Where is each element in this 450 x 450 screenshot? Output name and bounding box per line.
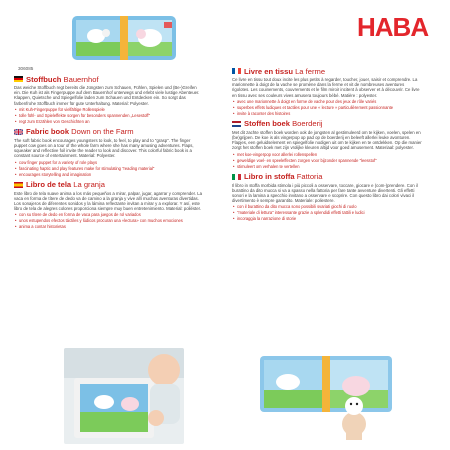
bullet-item: • fascinating haptic and play features make for stimulating "reading material" (14, 166, 204, 171)
section-it (232, 172, 422, 222)
uk-flag-icon (14, 129, 23, 135)
section-title: Libro in stoffa Fattoria (244, 172, 323, 182)
bullet-item: • mit Kuh-Fingerpuppe für vielfältige Rollenspiele (14, 107, 204, 112)
section-title: Stoffen boek Boerderij (244, 119, 323, 129)
section-title: Livre en tissu La ferme (244, 66, 326, 76)
section-body: Il libro in stoffa morbida stimola i più piccoli a osservare, toccare, giocare e (com-)prendere. Con il burattino da dito mucca si va a spasso nella fattoria per fare tante avventure divertenti. Gli effetti sonori e la lamina a specchio invitano a osservare e scoprire. Con questo libro dai colori vivaci il divertimento è sempre garantito. Materiale: poliestere. (232, 182, 418, 204)
bullet-item: • "materiale di lettura" interessante grazie a splendidi effetti tattili e ludici (232, 210, 422, 215)
german-flag-icon (14, 76, 23, 82)
section-body: The soft fabric book encourages youngsters to look, to feel, to play and to "grasp". The finger puppet cow goes on a tour of the whole farm where she has many amusing adventures. Flaps, squeaker and reflective foil invite the reader to look and discover. This colorful fabric book is a constant source of entertainment. Material: Polyester. (14, 137, 194, 159)
section-title: Stoffbuch Bauernhof (26, 74, 99, 84)
bullet-item: • unos estupendos efectos táctiles y lúdicos procuran una «lectura» con muchos emociones (14, 218, 204, 223)
section-de (14, 74, 204, 124)
bullet-item: • geweldige voel- en speeleffecten zorgen voor bijzonder spannende "leesstof" (232, 158, 422, 163)
spanish-flag-icon (14, 182, 23, 188)
product-photo-baby-with-book (64, 348, 184, 444)
logo-text: HABA (357, 14, 429, 40)
bullet-item: • encourages storytelling and imagination (14, 172, 204, 177)
section-es (14, 180, 204, 230)
right-column (232, 66, 422, 224)
section-body: Este libro de tela suave anima a los más pequeños a mirar, palpar, jugar, agarrar y comprender. La vaca en forma de títere de dedo va de camino a la granja y vive allí muchas aventuras divertidas. Los sonajeros de diferentes sonidos y la lámina reflectante invitan a mirar y a explorar. Y así, este libro de tela de alegres colores proporciona siempre muy buen entretenimiento. Material: poliéster. (14, 190, 202, 212)
section-fr (232, 66, 422, 116)
section-gb (14, 127, 204, 177)
section-nl (232, 119, 422, 169)
bullet-item: • cow finger puppet for a variety of role plays (14, 160, 204, 165)
bullet-item: • anima a contar historietas (14, 224, 204, 229)
bullet-item: • tolle fühl- und Spieleffekte sorgen für besonders spannenden „Lesestoff" (14, 113, 204, 118)
section-body: Das weiche Stoffbuch regt bereits die Jüngsten zum Schauen, Fühlen, Spielen und (Be-)Greifen ein. Die Kuh ist als Fingerpuppe auf dem Bauernhof unterwegs und erlebt viele lustige Abenteuer. Klappen, Quietsche und Spiegelfolie laden zum Schauen und Entdecken ein. So sorgt das farbenfrohe Stoffbuch immer für gute Unterhaltung. Material: Polyester. (14, 85, 200, 106)
haba-logo (355, 14, 435, 40)
bullet-item: • met koe-vingerpop voor allerlei rollenspellen (232, 152, 422, 157)
bullet-item: • avec une marionnette à doigt en forme de vache pour des jeux de rôle variés (232, 99, 422, 104)
article-number: 306085 (18, 66, 34, 71)
bullet-item: • regt zum Erzählen von Geschichten an (14, 119, 204, 124)
product-photo-open-book (66, 10, 182, 66)
french-flag-icon (232, 68, 241, 74)
bullet-item: • invite à raconter des histoires (232, 111, 422, 116)
bullet-item: • stimuleert om verhalen te vertellen (232, 164, 422, 169)
section-body: Met dit zachte stoffen boek worden ook de jongsten al gestimuleerd om te kijken, voelen, spelen en (be)grijpen. De koe is als vingerpop op pad op de boerderij en beleeft allerlei leuke avonturen. Flapjes, een geluidselement en spiegelfolie nodigen uit om te kijken en te ontdekken. Op die manier zorgt het stoffen boek met zijn vrolijke kleuren altijd voor goed amusement. Materiaal: polyester. (232, 129, 422, 151)
section-body: Ce livre en tissu tout doux incite les plus petits à regarder, toucher, jouer, saisir et comprendre. La marionnette à doigt de la vache se promène dans la ferme et vit de nombreuses aventures rigolotes. Les couinements, couvrements et le film miroir incitent à observer et à découvrir. Ce livre en tissu avec ses couleurs vives amusera toujours bébé. Matière : polyester. (232, 77, 420, 98)
dutch-flag-icon (232, 121, 241, 127)
section-title: Fabric book Down on the Farm (26, 127, 134, 137)
bullet-item: • incoraggia la narrazione di storie (232, 216, 422, 221)
product-photo-finger-puppet (258, 346, 394, 440)
left-column (14, 74, 204, 232)
bullet-item: • con il burattino da dito mucca sono possibili svariati giochi di ruolo (232, 204, 422, 209)
section-title: Libro de tela La granja (26, 180, 105, 190)
bullet-item: • superbes effets ludiques et tactiles pour une « lecture » particulièrement passionnante (232, 105, 422, 110)
bullet-item: • con su títere de dedo en forma de vaca para juegos de rol variados (14, 212, 204, 217)
italian-flag-icon (232, 174, 241, 180)
